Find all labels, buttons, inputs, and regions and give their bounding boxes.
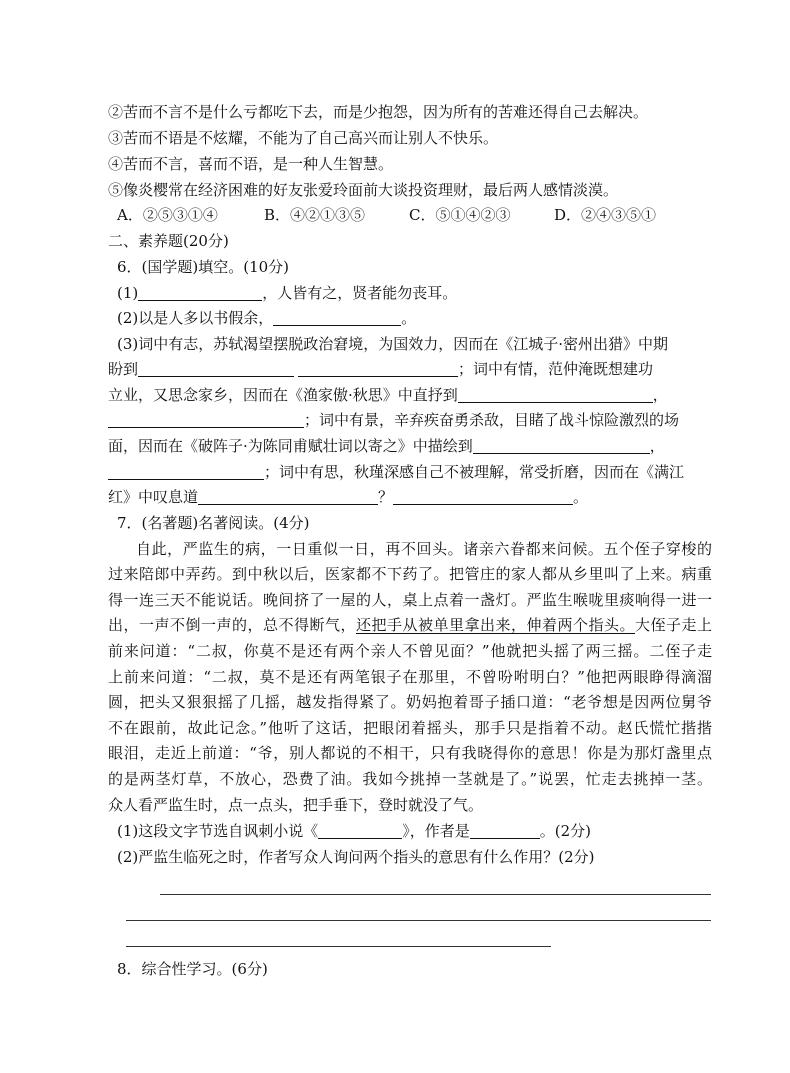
q6-part1-blank[interactable] [138, 284, 262, 301]
q6-part2-blank[interactable] [273, 309, 401, 326]
q7-passage-line [108, 614, 712, 636]
option-d[interactable]: D．②④③⑤① [554, 206, 657, 224]
q6-part3-line7 [108, 486, 588, 508]
q7-sub2: (2)严监生临死之时，作者写众人询问两个指头的意思有什么作用？(2分) [117, 848, 595, 866]
q7-passage-line: 不在跟前，故此记念。”他听了这话，把眼闭着摇头，那手只是指着不动。赵氏慌忙揩揩 [108, 719, 712, 737]
q6-part3-blank-8[interactable] [393, 488, 573, 505]
q7-underlined-sentence: 还把手从被单里拿出来，伸着两个指头。 [355, 616, 635, 634]
q6-part3-text: ；词中有思，秋瑾深感自己不被理解，常受折磨，因而在《满江 [264, 463, 685, 481]
q6-part3-text: 立业，又思念家乡，因而在《渔家傲·秋思》中直抒到 [108, 386, 458, 404]
option-b[interactable]: B．④②①③⑤ [264, 206, 366, 224]
sentence-3: ③苦而不语是不炫耀，不能为了自己高兴而让别人不快乐。 [108, 129, 499, 147]
q7-passage-text: 大侄子走上 [634, 616, 712, 634]
q6-part1-text: ，人皆有之，贤者能勿丧耳。 [262, 284, 458, 302]
q7-answer-line-3[interactable] [126, 946, 551, 947]
q7-passage-text: 出，一声不倒一声的，总不得断气， [108, 616, 356, 634]
q7-passage-line: 得一连三天不能说话。晚间挤了一屋的人，桌上点着一盏灯。严监生喉咙里痰响得一进一 [108, 591, 712, 609]
q6-part3-blank-6[interactable] [108, 463, 264, 480]
q6-part3-text: ， [649, 437, 665, 455]
q6-part3-line1: (3)词中有志，苏轼渴望摆脱政治窘境，为国效力，因而在《江城子·密州出猎》中期 [117, 335, 669, 353]
q6-part3-text: ；词中有情，范仲淹既想建功 [458, 360, 654, 378]
q7-sub1-text: 。(2分) [539, 822, 592, 840]
q6-part3-blank-4[interactable] [108, 411, 304, 428]
sentence-5: ⑤像炎樱常在经济困难的好友张爱玲面前大谈投资理财，最后两人感情淡漠。 [108, 181, 619, 199]
q7-passage-line: 前来问道：“二叔，你莫不是还有两个亲人不曾见面？”他就把头摇了两三摇。二侄子走 [108, 642, 712, 660]
q6-part3-text: ？ [378, 488, 394, 506]
q7-sub1-blank-author[interactable] [470, 822, 540, 839]
q7-passage-line: 的是两茎灯草，不放心，恐费了油。我如今挑掉一茎就是了。”说罢，忙走去挑掉一茎。 [108, 770, 712, 788]
q7-answer-line-2[interactable] [126, 920, 711, 921]
q6-part2-period: 。 [401, 309, 417, 327]
q6-part2 [117, 307, 416, 329]
q8-title: 8．综合性学习。(6分) [117, 960, 268, 978]
q6-part3-blank-7[interactable] [198, 488, 378, 505]
q6-part1 [117, 282, 457, 304]
q6-part2-text: (2)以是人多以书假余， [117, 309, 274, 327]
q6-part3-line6 [108, 461, 684, 483]
q6-part3-text: ；词中有景，辛弃疾奋勇杀敌，目睹了战斗惊险激烈的场 [304, 411, 680, 429]
sentence-4: ④苦而不言，喜而不语，是一种人生智慧。 [108, 155, 394, 173]
answer-options [117, 204, 656, 226]
q6-part3-line3 [108, 384, 668, 406]
option-a[interactable]: A．②⑤③①④ [117, 206, 218, 224]
q7-sub1 [117, 820, 591, 842]
q6-part3-text: ， [652, 386, 668, 404]
q7-passage-line: 众人看严监生时，点一点头，把手垂下，登时就没了气。 [108, 796, 484, 814]
q7-passage-line: 自此，严监生的病，一日重似一日，再不回头。诸亲六眷都来问候。五个侄子穿梭的 [136, 540, 712, 558]
q6-part3-line2 [108, 358, 653, 380]
q6-part3-blank-3[interactable] [458, 386, 653, 403]
q7-sub1-text: 》，作者是 [402, 822, 470, 840]
q7-answer-line-1[interactable] [160, 894, 711, 895]
q6-part1-number: (1) [117, 284, 139, 302]
sentence-2: ②苦而不言不是什么亏都吃下去，而是少抱怨，因为所有的苦难还得自己去解决。 [108, 103, 649, 121]
q6-part3-line4 [108, 409, 679, 431]
q6-part3-text: 红》中叹息道 [108, 488, 199, 506]
q7-passage-line: 眼泪，走近上前道：“爷，别人都说的不相干，只有我晓得你的意思！你是为那灯盏里点 [108, 744, 712, 762]
option-c[interactable]: C．⑤①④②③ [409, 206, 511, 224]
q7-sub1-blank-title[interactable] [318, 822, 402, 839]
q6-part3-blank-2[interactable] [298, 360, 458, 377]
q7-sub1-text: (1)这段文字节选自讽刺小说《 [117, 822, 319, 840]
q6-part3-line5 [108, 435, 665, 457]
q7-passage-line: 上前来问道：“二叔，莫不是还有两笔银子在那里，不曾吩咐明白？”他把两眼睁得滴溜 [108, 668, 712, 686]
q6-part3-blank-5[interactable] [473, 437, 650, 454]
section-heading: 二、素养题(20分) [108, 232, 229, 250]
q6-part3-blank-1[interactable] [138, 360, 294, 377]
q6-part3-text: 。 [573, 488, 589, 506]
q6-title: 6．(国学题)填空。(10分) [117, 258, 290, 276]
q7-passage-line: 圆，把头又狠狠摇了几摇，越发指得紧了。奶妈抱着哥子插口道：“老爷想是因两位舅爷 [108, 693, 712, 711]
q7-title: 7．(名著题)名著阅读。(4分) [117, 514, 310, 532]
q6-part3-text: 盼到 [108, 360, 139, 378]
q6-part3-text: 面，因而在《破阵子·为陈同甫赋壮词以寄之》中描绘到 [108, 437, 473, 455]
q7-passage-line: 过来陪郎中弄药。到中秋以后，医家都不下药了。把管庄的家人都从乡里叫了上来。病重 [108, 565, 712, 583]
